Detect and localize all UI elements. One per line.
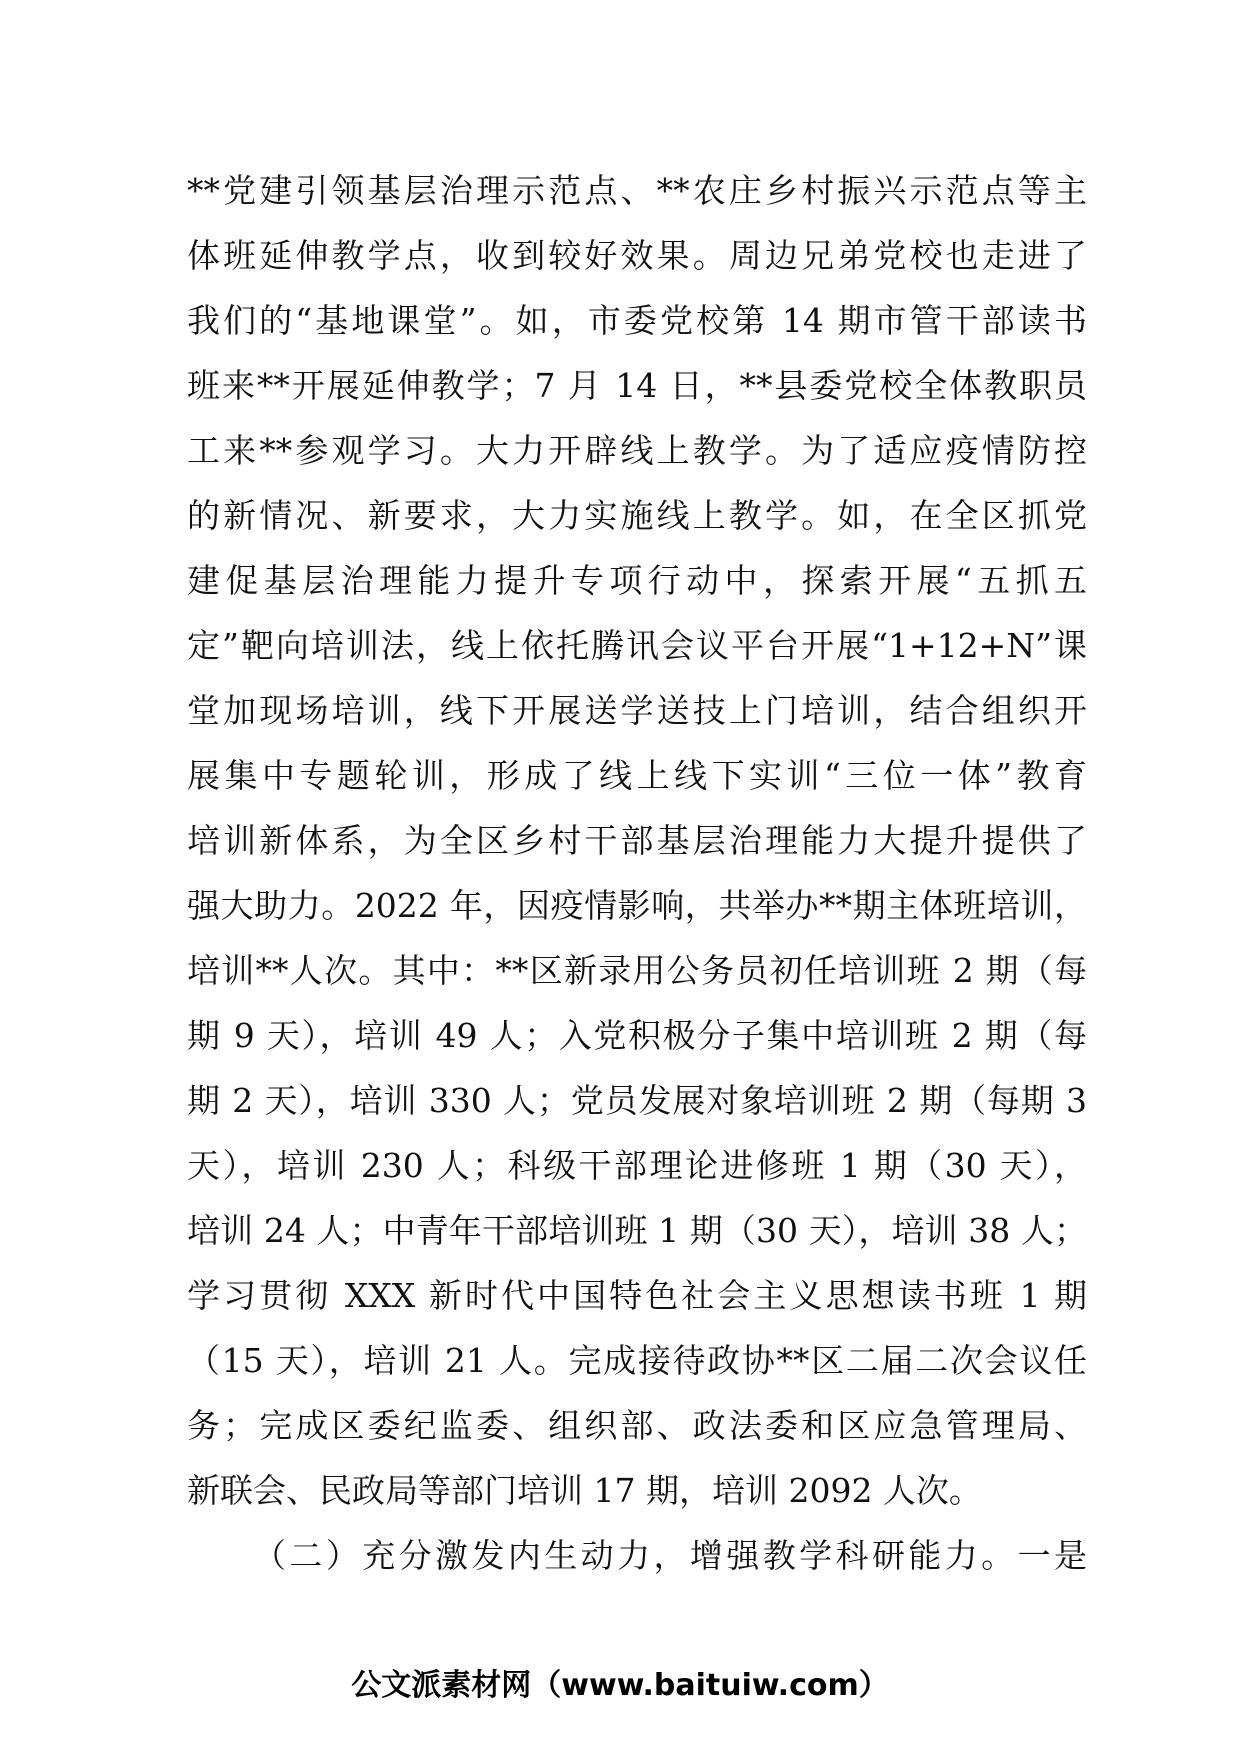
text-line: 培训新体系，为全区乡村干部基层治理能力大提升提供了 [187,821,1087,860]
text-line: 期 2 天），培训 330 人；党员发展对象培训班 2 期（每期 3 [187,1081,1087,1120]
text-line: 班来**开展延伸教学；7 月 14 日，**县委党校全体教职员 [187,366,1087,405]
text-line: 培训**人次。其中：**区新录用公务员初任培训班 2 期（每 [187,951,1087,990]
text-line: 的新情况、新要求，大力实施线上教学。如，在全区抓党 [187,496,1087,535]
text-line: 我们的“基地课堂”。如，市委党校第 14 期市管干部读书 [187,301,1087,340]
section-heading-line: （二）充分激发内生动力，增强教学科研能力。一是 [253,1536,1087,1575]
text-line: 天），培训 230 人；科级干部理论进修班 1 期（30 天）， [187,1146,1087,1185]
text-line: 展集中专题轮训，形成了线上线下实训“三位一体”教育 [187,756,1087,795]
text-line: 期 9 天），培训 49 人；入党积极分子集中培训班 2 期（每 [187,1016,1087,1055]
text-line: 堂加现场培训，线下开展送学送技上门培训，结合组织开 [187,691,1087,730]
text-line: 建促基层治理能力提升专项行动中，探索开展“五抓五 [187,561,1087,600]
text-line: 定”靶向培训法，线上依托腾讯会议平台开展“1+12+N”课 [187,626,1087,665]
body-text [187,158,1087,1588]
text-line: **党建引领基层治理示范点、**农庄乡村振兴示范点等主 [187,171,1087,210]
text-line: 务；完成区委纪监委、组织部、政法委和区应急管理局、 [187,1406,1087,1445]
footer-watermark: 公文派素材网（www.baituiw.com） [351,1668,889,1703]
text-line: 学习贯彻 XXX 新时代中国特色社会主义思想读书班 1 期 [187,1276,1087,1315]
text-line: 体班延伸教学点，收到较好效果。周边兄弟党校也走进了 [187,236,1087,275]
text-line: 培训 24 人；中青年干部培训班 1 期（30 天），培训 38 人； [187,1211,1087,1250]
text-line: 新联会、民政局等部门培训 17 期，培训 2092 人次。 [187,1471,982,1510]
text-line: （15 天），培训 21 人。完成接待政协**区二届二次会议任 [187,1341,1087,1380]
text-line: 工来**参观学习。大力开辟线上教学。为了适应疫情防控 [187,431,1087,470]
text-line: 强大助力。2022 年，因疫情影响，共举办**期主体班培训， [187,886,1087,925]
